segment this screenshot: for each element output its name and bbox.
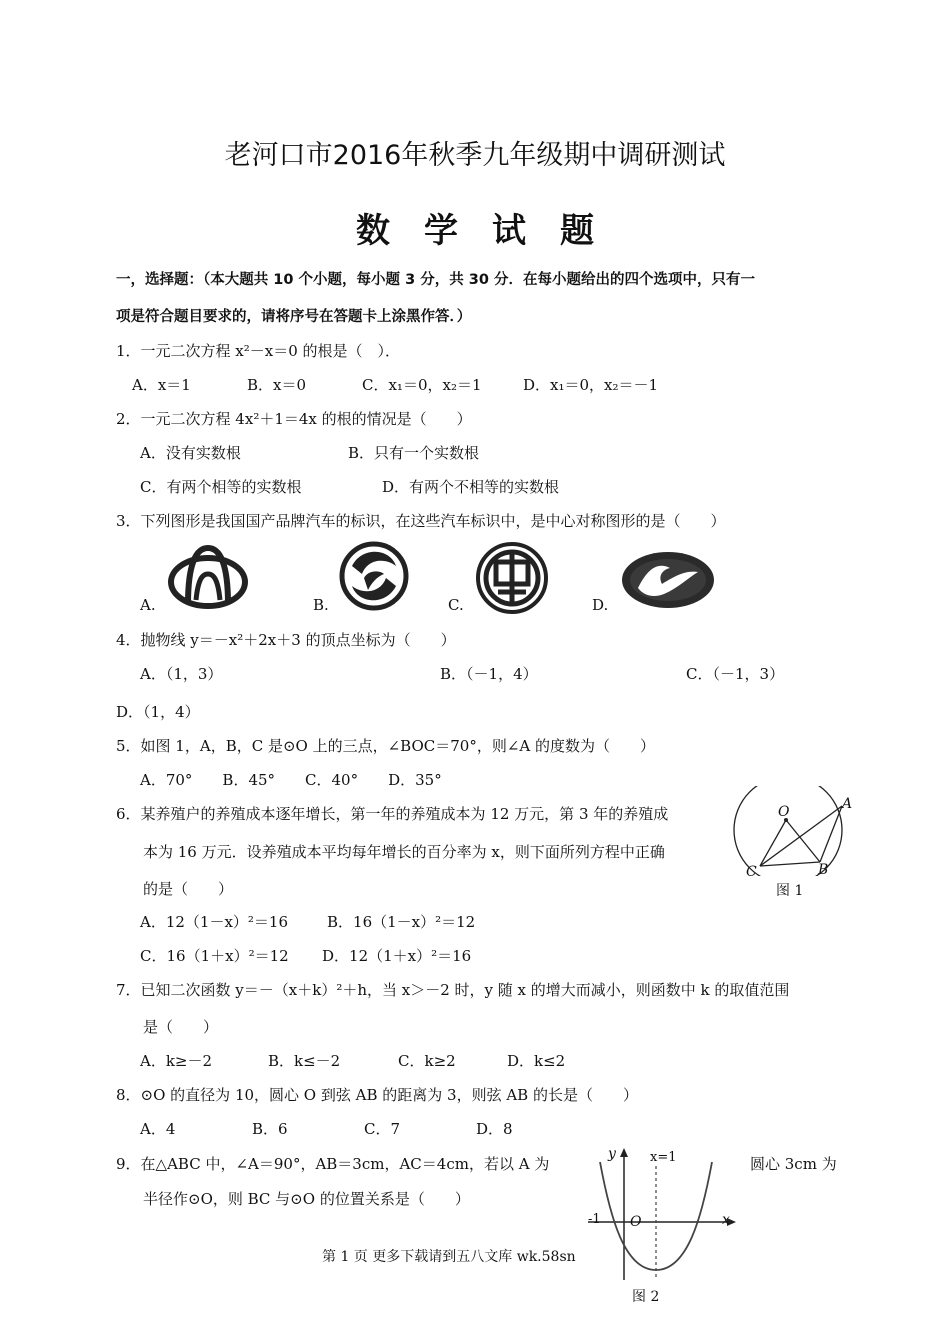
q9-line1-part1: 9．在△ABC 中，∠A＝90°，AB＝3cm，AC＝4cm，若以 A 为 — [116, 1155, 550, 1173]
q8-option-c: C．7 — [364, 1120, 401, 1138]
q8-option-d: D．8 — [476, 1120, 513, 1138]
q1-option-b: B．x＝0 — [247, 376, 307, 394]
q7-line2: 是（ ） — [143, 1018, 219, 1036]
section-instructions-line1: 一，选择题：（本大题共 10 个小题，每小题 3 分，共 30 分．在每小题给出的四个选项中，只有一 — [116, 272, 755, 288]
q2-option-a: A．没有实数根 — [140, 444, 241, 462]
q9-line1-part2: 圆心 3cm 为 — [750, 1155, 837, 1173]
q3-stem: 3．下列图形是我国国产品牌汽车的标识，在这些汽车标识中，是中心对称图形的是（ ） — [116, 512, 726, 530]
figure-2-label-x: x — [722, 1212, 730, 1228]
q9-line2: 半径作⊙O，则 BC 与⊙O 的位置关系是（ ） — [143, 1190, 470, 1208]
q6-option-d: D．12（1＋x）²＝16 — [322, 947, 472, 965]
q3-option-a: A. — [140, 596, 156, 614]
q3-option-d: D. — [592, 596, 609, 614]
figure-1-label-a: A — [842, 796, 853, 812]
car-logo-a-icon — [166, 544, 250, 610]
q7-option-d: D．k≤2 — [507, 1052, 566, 1070]
q5-options: A．70° B．45° C．40° D．35° — [140, 771, 442, 789]
q8-stem: 8．⊙O 的直径为 10，圆心 O 到弦 AB 的距离为 3，则弦 AB 的长是（ ） — [116, 1086, 638, 1104]
car-logo-c-icon — [474, 540, 550, 616]
exam-subject: 数学试题 — [356, 211, 628, 251]
q2-stem: 2．一元二次方程 4x²＋1＝4x 的根的情况是（ ） — [116, 410, 472, 428]
q6-option-b: B．16（1－x）²＝12 — [327, 913, 476, 931]
q4-stem: 4．抛物线 y＝－x²＋2x＋3 的顶点坐标为（ ） — [116, 631, 456, 649]
q4-option-a: A．（1，3） — [140, 665, 223, 683]
figure-1-caption: 图 1 — [776, 883, 804, 899]
figure-2-label-o: O — [630, 1214, 642, 1230]
q6-line1: 6．某养殖户的养殖成本逐年增长，第一年的养殖成本为 12 万元，第 3 年的养殖成 — [116, 805, 669, 823]
car-logo-d-icon — [618, 548, 720, 612]
car-logo-b-icon — [338, 540, 410, 612]
q6-option-c: C．16（1＋x）²＝12 — [140, 947, 289, 965]
section-instructions-line2: 项是符合题目要求的，请将序号在答题卡上涂黑作答．） — [116, 309, 472, 325]
q7-line1: 7．已知二次函数 y＝－（x＋k）²＋h，当 x＞－2 时，y 随 x 的增大而减小，则函数中 k 的取值范围 — [116, 981, 790, 999]
q7-option-a: A．k≥－2 — [140, 1052, 213, 1070]
exam-title: 老河口市2016年秋季九年级期中调研测试 — [224, 140, 726, 171]
figure-2-caption: 图 2 — [632, 1289, 660, 1305]
q5-stem: 5．如图 1，A，B，C 是⊙O 上的三点，∠BOC＝70°，则∠A 的度数为（ ） — [116, 737, 655, 755]
q6-line2: 本为 16 万元．设养殖成本平均每年增长的百分率为 x，则下面所列方程中正确 — [143, 843, 665, 861]
q7-option-b: B．k≤－2 — [268, 1052, 341, 1070]
q2-option-c: C．有两个相等的实数根 — [140, 478, 302, 496]
q2-option-d: D．有两个不相等的实数根 — [382, 478, 560, 496]
figure-1-label-c: C — [746, 864, 757, 880]
q1-option-d: D．x₁＝0，x₂＝－1 — [523, 376, 659, 394]
figure-2-label-y: y — [608, 1146, 616, 1162]
figure-2-label-neg1: -1 — [588, 1212, 601, 1227]
q7-option-c: C．k≥2 — [398, 1052, 456, 1070]
figure-1-label-o: O — [778, 804, 790, 820]
q4-option-b: B．（－1，4） — [440, 665, 538, 683]
q8-option-b: B．6 — [252, 1120, 288, 1138]
q3-option-c: C. — [448, 596, 464, 614]
page-footer: 第 1 页 更多下载请到五八文库 wk.58sn — [322, 1249, 576, 1265]
q6-line3: 的是（ ） — [143, 880, 234, 898]
q6-option-a: A．12（1－x）²＝16 — [140, 913, 289, 931]
figure-1-circle-diagram — [726, 786, 856, 876]
q1-stem: 1．一元二次方程 x²－x＝0 的根是（ ）． — [116, 342, 401, 360]
q1-option-a: A．x＝1 — [132, 376, 191, 394]
q1-option-c: C．x₁＝0，x₂＝1 — [362, 376, 482, 394]
figure-2-label-axis: x=1 — [650, 1150, 677, 1165]
q8-option-a: A．4 — [140, 1120, 176, 1138]
figure-2-parabola-graph — [584, 1146, 740, 1282]
q2-option-b: B．只有一个实数根 — [348, 444, 480, 462]
q3-option-b: B. — [313, 596, 329, 614]
figure-1-label-b: B — [818, 862, 829, 878]
q4-option-c: C．（－1，3） — [686, 665, 785, 683]
q4-option-d: D．（1，4） — [116, 703, 200, 721]
